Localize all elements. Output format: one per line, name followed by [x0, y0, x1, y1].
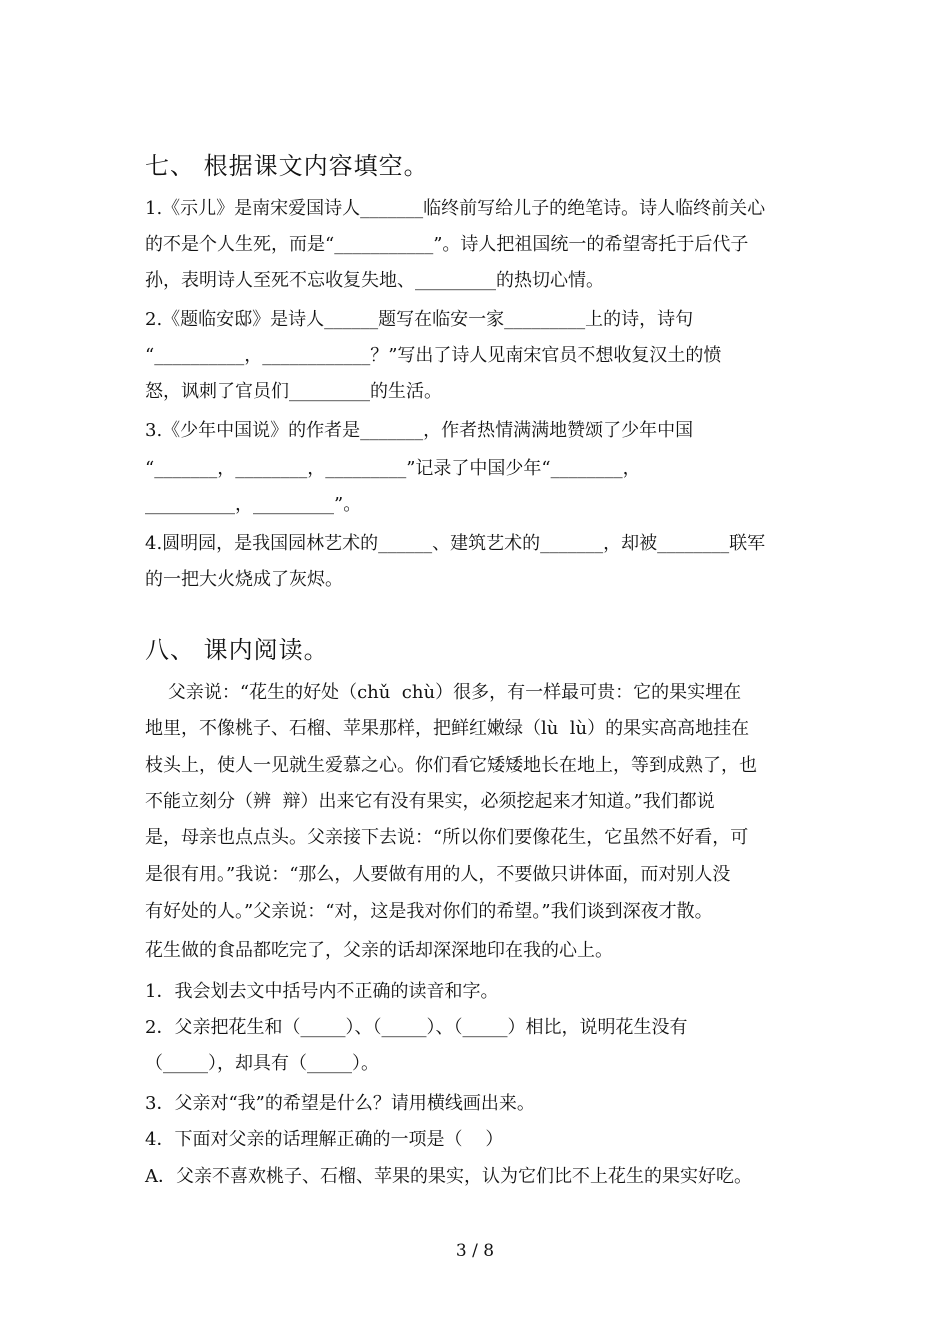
question-line: 3．父亲对“我”的希望是什么？请用横线画出来。 — [145, 1093, 535, 1114]
answer-option-a: A．父亲不喜欢桃子、石榴、苹果的果实，认为它们比不上花生的果实好吃。 — [145, 1166, 752, 1187]
fill-blank-line: __________，_________”。 — [145, 494, 362, 515]
fill-blank-line: 怒，讽刺了官员们_________的生活。 — [145, 381, 442, 402]
question-line: 2．父亲把花生和（_____）、（_____）、（_____）相比，说明花生没有 — [145, 1017, 688, 1038]
fill-blank-line: 1.《示儿》是南宋爱国诗人_______临终前写给儿子的绝笔诗。诗人临终前关心 — [145, 198, 766, 219]
section-7-heading: 七、 根据课文内容填空。 — [145, 152, 429, 180]
fill-blank-line: 3.《少年中国说》的作者是_______，作者热情满满地赞颂了少年中国 — [145, 420, 694, 441]
passage-line: 是，母亲也点点头。父亲接下去说：“所以你们要像花生，它虽然不好看，可 — [145, 827, 749, 848]
passage-line: 地里，不像桃子、石榴、苹果那样，把鲜红嫩绿（lù lù）的果实高高地挂在 — [145, 718, 750, 739]
fill-blank-line: 4.圆明园，是我国园林艺术的______、建筑艺术的_______，却被________联军 — [145, 533, 766, 554]
passage-line: 父亲说：“花生的好处（chǔ chù）很多，有一样最可贵：它的果实埋在 — [145, 682, 742, 703]
fill-blank-line: 的一把大火烧成了灰烬。 — [145, 569, 343, 590]
fill-blank-line: 的不是个人生死，而是“___________”。诗人把祖国统一的希望寄托于后代子 — [145, 234, 749, 255]
question-line: （_____），却具有（_____）。 — [145, 1053, 379, 1074]
fill-blank-line: 2.《题临安邸》是诗人______题写在临安一家_________上的诗，诗句 — [145, 309, 694, 330]
question-line: 1．我会划去文中括号内不正确的读音和字。 — [145, 981, 499, 1002]
passage-line: 花生做的食品都吃完了，父亲的话却深深地印在我的心上。 — [145, 940, 613, 961]
fill-blank-line: 孙，表明诗人至死不忘收复失地、_________的热切心情。 — [145, 270, 604, 291]
passage-line: 有好处的人。”父亲说：“对，这是我对你们的希望。”我们谈到深夜才散。 — [145, 901, 713, 922]
question-line: 4．下面对父亲的话理解正确的一项是（ ） — [145, 1129, 504, 1150]
fill-blank-line: “_______，________，_________”记录了中国少年“________， — [145, 458, 641, 479]
passage-line: 枝头上，使人一见就生爱慕之心。你们看它矮矮地长在地上，等到成熟了，也 — [145, 755, 757, 776]
page-number: 3 / 8 — [455, 1241, 495, 1261]
passage-line: 不能立刻分（辨 辩）出来它有没有果实，必须挖起来才知道。”我们都说 — [145, 791, 715, 812]
section-8-heading: 八、 课内阅读。 — [145, 636, 329, 664]
fill-blank-line: “__________，____________？”写出了诗人见南宋官员不想收复汉土的愤 — [145, 345, 722, 366]
passage-line: 是很有用。”我说：“那么，人要做有用的人，不要做只讲体面，而对别人没 — [145, 864, 731, 885]
